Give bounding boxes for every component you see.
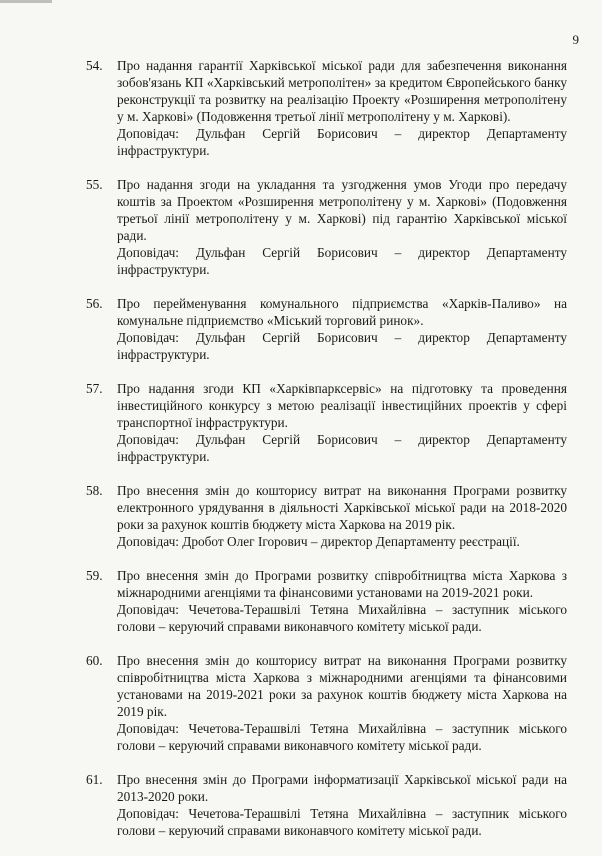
agenda-item-speaker: Доповідач: Чечетова-Терашвілі Тетяна Михайлівна – заступник міського голови – керуючий справами виконавчого комітету міської ради. [117, 806, 567, 838]
agenda-item [86, 771, 567, 839]
agenda-item [86, 482, 567, 550]
agenda-item-speaker: Доповідач: Дульфан Сергій Борисович – директор Департаменту інфраструктури. [117, 330, 567, 362]
agenda-item-speaker: Доповідач: Дробот Олег Ігорович – директор Департаменту реєстрації. [117, 534, 520, 549]
agenda-item-title: Про внесення змін до Програми інформатизації Харківської міської ради на 2013-2020 роки. [117, 772, 567, 804]
agenda-item-number: 57. [86, 381, 103, 396]
agenda-item-title: Про внесення змін до кошторису витрат на виконання Програми розвитку електронного урядування в діяльності Харківської міської ради на 2018-2020 роки за рахунок коштів бюджету міста Харкова на 2019 рік. [117, 483, 567, 532]
agenda-item-number: 58. [86, 483, 103, 498]
agenda-item-number: 55. [86, 177, 103, 192]
page-number: 9 [572, 32, 579, 47]
agenda-item-speaker: Доповідач: Чечетова-Терашвілі Тетяна Михайлівна – заступник міського голови – керуючий справами виконавчого комітету міської ради. [117, 602, 567, 634]
agenda-item [86, 176, 567, 278]
agenda-item-speaker: Доповідач: Дульфан Сергій Борисович – директор Департаменту інфраструктури. [117, 432, 567, 464]
agenda-item-number: 61. [86, 772, 103, 787]
agenda-item [86, 57, 567, 159]
agenda-item-speaker: Доповідач: Дульфан Сергій Борисович – директор Департаменту інфраструктури. [117, 126, 567, 158]
agenda-item [86, 380, 567, 465]
agenda-item-title: Про надання згоди на укладання та узгодження умов Угоди про передачу коштів за Проектом «Розширення метрополітену у м. Харкові» (Подовження третьої лінії метрополітену у м. Харкові) під гарантію Харківської міської ради. [117, 177, 567, 243]
agenda-item-title: Про внесення змін до Програми розвитку співробітництва міста Харкова з міжнародними агенціями та фінансовими установами на 2019-2021 роки. [117, 568, 567, 600]
agenda-item-number: 56. [86, 296, 103, 311]
agenda-item [86, 652, 567, 754]
agenda-item-speaker: Доповідач: Чечетова-Терашвілі Тетяна Михайлівна – заступник міського голови – керуючий справами виконавчого комітету міської ради. [117, 721, 567, 753]
agenda-item-number: 60. [86, 653, 103, 668]
agenda-item-title: Про внесення змін до кошторису витрат на виконання Програми розвитку співробітництва міста Харкова з міжнародними агенціями та фінансовими установами на 2019-2021 роки за рахунок коштів бюджету міста Харкова на 2019 рік. [117, 653, 567, 719]
agenda-item-title: Про перейменування комунального підприємства «Харків-Паливо» на комунальне підприємство «Міський торговий ринок». [117, 296, 567, 328]
agenda-item [86, 567, 567, 635]
agenda-item-speaker: Доповідач: Дульфан Сергій Борисович – директор Департаменту інфраструктури. [117, 245, 567, 277]
agenda-item-title: Про надання згоди КП «Харківпарксервіс» на підготовку та проведення інвестиційного конкурсу з метою реалізації інвестиційних проектів у сфері транспортної інфраструктури. [117, 381, 567, 430]
agenda-item-number: 54. [86, 58, 103, 73]
agenda-list [86, 57, 567, 856]
scan-corner-mark [0, 0, 52, 3]
agenda-item-title: Про надання гарантії Харківської міської ради для забезпечення виконання зобов'язань КП «Харківський метрополітен» за кредитом Європейського банку реконструкції та розвитку на реалізацію Проекту «Розширення метрополітену у м. Харкові» (Подовження третьої лінії метрополітену у м. Харкові). [117, 58, 567, 124]
agenda-item [86, 295, 567, 363]
agenda-item-number: 59. [86, 568, 103, 583]
